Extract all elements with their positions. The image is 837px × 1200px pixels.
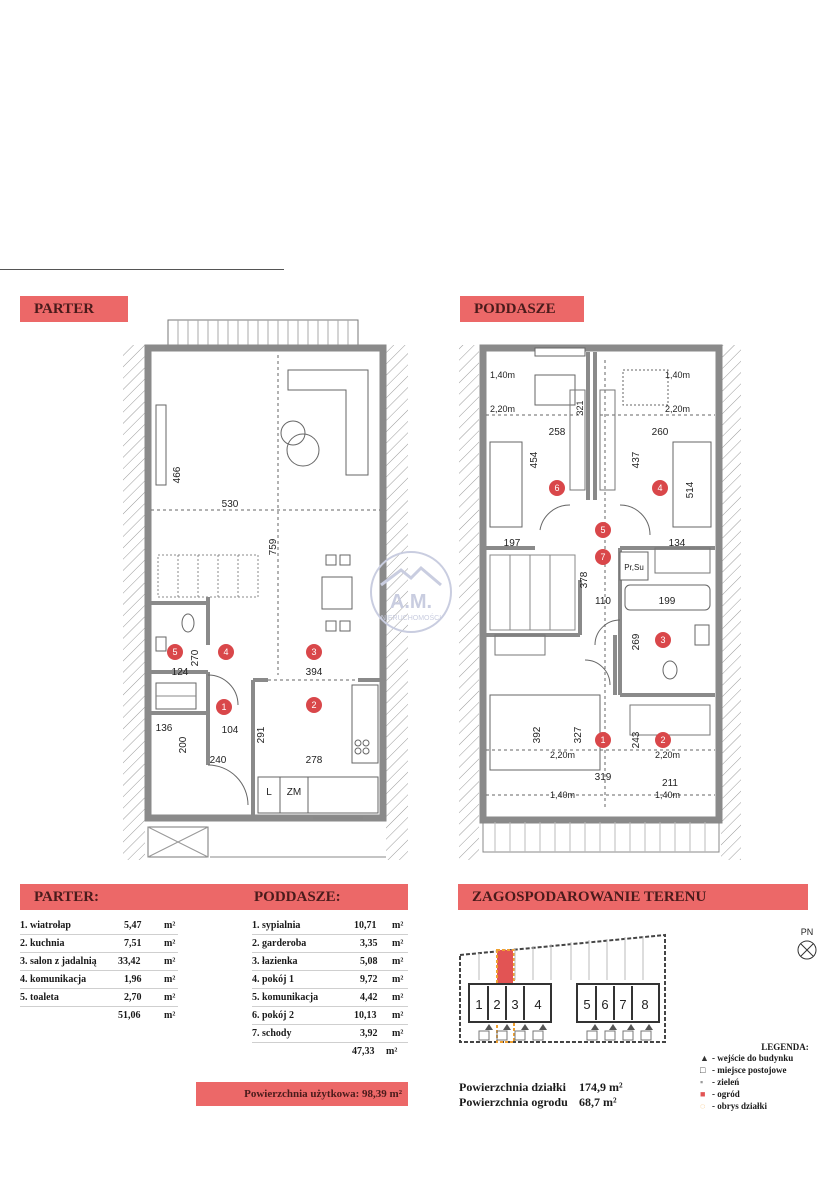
poddasze-room-name: 6. pokój 2 [252, 1010, 294, 1021]
legend [700, 1042, 830, 1112]
poddasze-toilet [663, 661, 677, 679]
plot-outline-icon: ◌ [700, 1101, 706, 1111]
poddasze-dim-220-a: 2,20m [490, 404, 516, 414]
zagospodarowanie-header: ZAGOSPODAROWANIE TERENU [458, 884, 808, 910]
poddasze-dim-211: 211 [662, 778, 678, 789]
site-unit-label: 4 [534, 997, 542, 1012]
top-divider-line [0, 269, 284, 270]
parter-room-name: 4. komunikacja [20, 974, 87, 985]
garden-area-label: Powierzchnia ogrodu [459, 1095, 568, 1109]
compass-north [792, 926, 822, 962]
parter-appliance-l: L [266, 787, 272, 798]
poddasze-room-name: 4. pokój 1 [252, 974, 294, 985]
parter-room-area: 33,42 [118, 956, 141, 967]
poddasze-dim-140-c: 1,40m [550, 790, 576, 800]
plot-area-value: 174,9 m² [579, 1080, 623, 1094]
poddasze-dim-327: 327 [573, 726, 584, 744]
parter-room-area: 2,70 [124, 992, 142, 1003]
parter-marker-1: 1 [221, 702, 227, 712]
poddasze-header: PODDASZE [460, 296, 584, 322]
parter-sofa [288, 370, 368, 475]
poddasze-floor-plan [455, 330, 745, 865]
poddasze-marker-2: 2 [660, 735, 666, 745]
poddasze-room-unit: m² [392, 920, 404, 931]
site-unit-label: 6 [601, 997, 609, 1012]
legend-item-text: - miejsce postojowe [712, 1065, 787, 1075]
parter-toilet [182, 614, 194, 632]
parter-marker-5: 5 [172, 647, 178, 657]
parter-header: PARTER [20, 296, 128, 322]
poddasze-marker-4: 4 [657, 483, 663, 493]
parter-dim-270: 270 [190, 649, 201, 667]
poddasze-marker-3: 3 [660, 635, 666, 645]
poddasze-total-unit: m² [386, 1046, 398, 1057]
poddasze-dim-199: 199 [658, 596, 676, 607]
greenery-square-icon: ▪ [700, 1077, 704, 1087]
parter-table-title: PARTER: [34, 889, 100, 905]
poddasze-dim-220-b: 2,20m [665, 404, 691, 414]
poddasze-dim-392: 392 [532, 726, 543, 744]
parter-dim-278: 278 [305, 755, 323, 766]
company-watermark [356, 550, 466, 635]
parter-dim-291: 291 [256, 726, 267, 744]
parter-entrance-door [208, 765, 248, 805]
parter-dim-759: 759 [268, 538, 279, 556]
site-unit-label: 7 [619, 997, 627, 1012]
legend-item-text: - wejście do budynku [712, 1053, 794, 1063]
poddasze-room-unit: m² [392, 1028, 404, 1039]
poddasze-dim-260: 260 [651, 427, 669, 438]
legend-item-text: - zieleń [712, 1077, 740, 1087]
poddasze-marker-1: 1 [600, 735, 606, 745]
poddasze-dim-514: 514 [685, 481, 696, 499]
site-garden-marker [497, 950, 513, 988]
compass-label: PN [800, 927, 814, 937]
poddasze-dim-140-b: 1,40m [665, 370, 691, 380]
legend-title: LEGENDA: [761, 1042, 809, 1052]
poddasze-room-name: 1. sypialnia [252, 920, 301, 931]
poddasze-room-area: 3,92 [360, 1028, 378, 1039]
parter-room-area: 7,51 [124, 938, 142, 949]
poddasze-room-name: 3. łazienka [252, 956, 298, 967]
parter-room-unit: m² [164, 992, 176, 1003]
parter-room-area: 1,96 [124, 974, 142, 985]
parter-tv-unit [156, 405, 166, 485]
parter-kitchen-counter [352, 685, 378, 763]
parter-dim-104: 104 [221, 725, 239, 736]
parter-dim-466: 466 [172, 466, 183, 484]
parter-dim-394: 394 [305, 667, 323, 678]
parter-room-name: 5. toaleta [20, 992, 59, 1003]
site-plan [455, 920, 670, 1050]
poddasze-total-area: 47,33 [352, 1046, 375, 1057]
parter-dim-136: 136 [155, 723, 173, 734]
poddasze-left-neighbour-hatch [459, 345, 479, 860]
parter-total-unit: m² [164, 1010, 176, 1021]
site-unit-label: 5 [583, 997, 591, 1012]
parter-dim-530: 530 [221, 499, 239, 510]
poddasze-room-name: 5. komunikacja [252, 992, 319, 1003]
parter-room-name: 1. wiatrołap [20, 920, 71, 931]
poddasze-marker-5: 5 [600, 525, 606, 535]
poddasze-marker-7: 7 [600, 552, 606, 562]
poddasze-dim-378: 378 [579, 571, 590, 589]
parter-dim-200: 200 [178, 736, 189, 754]
poddasze-room-unit: m² [392, 974, 404, 985]
poddasze-room-name: 7. schody [252, 1028, 292, 1039]
site-unit-label: 8 [641, 997, 649, 1012]
parter-dining-table [322, 577, 352, 609]
poddasze-dim-321: 321 [575, 400, 585, 416]
poddasze-dim-319: 319 [594, 772, 612, 783]
parter-room-name: 2. kuchnia [20, 938, 65, 949]
poddasze-dim-269: 269 [631, 633, 642, 651]
poddasze-room-area: 3,35 [360, 938, 378, 949]
room-table-header-bar [20, 884, 408, 910]
poddasze-stairs [490, 555, 575, 630]
poddasze-dim-140-a: 1,40m [490, 370, 516, 380]
site-unit-label: 3 [511, 997, 519, 1012]
poddasze-room-unit: m² [392, 1010, 404, 1021]
watermark-sub: NIERUCHOMOŚCI [380, 615, 442, 622]
poddasze-room-unit: m² [392, 938, 404, 949]
parter-appliances [258, 777, 378, 813]
parter-room-unit: m² [164, 956, 176, 967]
poddasze-prsu-label: Pr,Su [624, 563, 644, 572]
parter-marker-3: 3 [311, 647, 317, 657]
site-unit-label: 2 [493, 997, 501, 1012]
parter-room-unit: m² [164, 938, 176, 949]
site-unit-label: 1 [475, 997, 483, 1012]
poddasze-marker-6: 6 [554, 483, 560, 493]
poddasze-room-name: 2. garderoba [252, 938, 307, 949]
parter-marker-4: 4 [223, 647, 229, 657]
poddasze-bed-room6 [490, 442, 522, 527]
parter-dim-124: 124 [171, 667, 189, 678]
poddasze-room-area: 10,13 [354, 1010, 377, 1021]
parter-left-neighbour-hatch [123, 345, 145, 860]
poddasze-dim-454: 454 [529, 451, 540, 469]
parter-room-area: 5,47 [124, 920, 142, 931]
poddasze-dim-140-d: 1,40m [655, 790, 681, 800]
poddasze-table-title: PODDASZE: [254, 889, 341, 905]
legend-item-text: - ogród [712, 1089, 740, 1099]
parter-room-unit: m² [164, 974, 176, 985]
poddasze-dim-243: 243 [631, 731, 642, 749]
entrance-triangle-icon: ▲ [700, 1053, 709, 1063]
poddasze-room-area: 9,72 [360, 974, 378, 985]
poddasze-dim-134: 134 [668, 538, 686, 549]
poddasze-dim-220-d: 2,20m [655, 750, 681, 760]
poddasze-outer-walls [483, 348, 719, 820]
parter-appliance-zm: ZM [286, 787, 302, 798]
poddasze-dim-437: 437 [631, 451, 642, 469]
garden-area-value: 68,7 m² [579, 1095, 617, 1109]
legend-item-text: - obrys działki [712, 1101, 768, 1111]
parter-room-name: 3. salon z jadalnią [20, 956, 97, 967]
poddasze-room-area: 4,42 [360, 992, 378, 1003]
poddasze-dim-110: 110 [595, 596, 611, 607]
plot-area-block [459, 1080, 659, 1112]
parter-dim-240: 240 [209, 755, 227, 766]
poddasze-dim-220-c: 2,20m [550, 750, 576, 760]
poddasze-dim-258: 258 [548, 427, 566, 438]
poddasze-room-table [252, 918, 410, 1058]
parter-room-table [20, 918, 180, 1028]
parking-square-icon: □ [700, 1065, 706, 1075]
poddasze-right-neighbour-hatch [721, 345, 741, 860]
parter-stairs [158, 555, 258, 597]
poddasze-dim-197: 197 [503, 538, 521, 549]
poddasze-room-area: 5,08 [360, 956, 378, 967]
poddasze-room-unit: m² [392, 956, 404, 967]
garden-square-icon: ■ [700, 1089, 706, 1099]
watermark-main: A.M. [389, 591, 433, 613]
plot-area-label: Powierzchnia działki [459, 1080, 566, 1094]
usable-area-bar: Powierzchnia użytkowa: 98,39 m² [196, 1082, 408, 1106]
parter-room-unit: m² [164, 920, 176, 931]
parter-total-area: 51,06 [118, 1010, 141, 1021]
poddasze-room-area: 10,71 [354, 920, 377, 931]
parter-marker-2: 2 [311, 700, 317, 710]
parter-terrace [168, 320, 358, 348]
poddasze-room-unit: m² [392, 992, 404, 1003]
